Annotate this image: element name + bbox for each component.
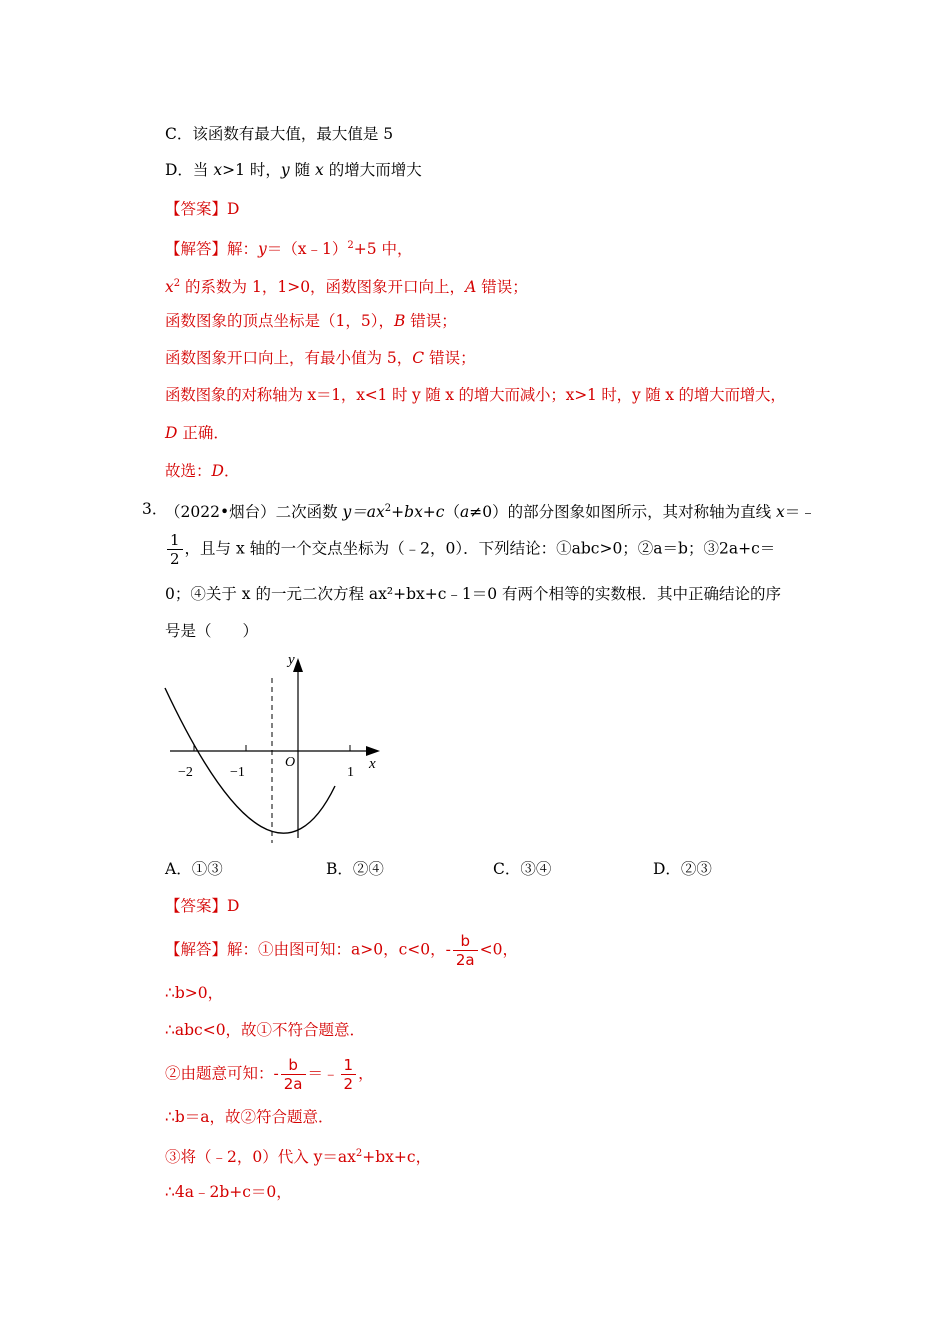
option-b: B．②④ (326, 860, 384, 878)
numerator: b (281, 1056, 306, 1075)
text: 随 (289, 161, 316, 179)
var: C (412, 349, 425, 367)
answer-label: 【答案】D (165, 897, 240, 915)
var: y (258, 240, 267, 259)
x-label: x (369, 756, 376, 772)
solution-line (165, 272, 528, 299)
var: y＝ax (342, 503, 385, 522)
option-d (165, 158, 422, 182)
denominator: 2a (283, 1075, 303, 1093)
text: +bx+c， (362, 1148, 432, 1167)
tick-label: 1 (347, 765, 354, 780)
question-stem (165, 497, 816, 524)
solution-line: ∴b>0， (165, 984, 224, 1002)
option-c: C．③④ (493, 860, 552, 878)
solution-line: ∴abc<0，故①不符合题意． (165, 1021, 366, 1039)
exponent: 2 (384, 503, 392, 514)
text: +5 中， (353, 240, 413, 259)
text: 错误； (424, 349, 476, 367)
solution-line (165, 234, 413, 261)
question-stem: 0；④关于 x 的一元二次方程 ax²+bx+c﹣1＝0 有两个相等的实数根．其中正确结论的序 (165, 585, 782, 603)
fraction (281, 1056, 306, 1093)
var: D (211, 462, 224, 480)
question-stem (165, 531, 775, 568)
text: ③将（﹣2，0）代入 y＝ax (165, 1148, 356, 1167)
text: 正确． (177, 424, 229, 442)
var: x (213, 161, 223, 179)
solution-line (165, 1142, 431, 1169)
text: 的增大而增大 (323, 161, 422, 179)
y-label: y (288, 652, 295, 668)
option-a: A．①③ (165, 860, 223, 878)
origin-label: O (285, 755, 296, 770)
denominator: 2 (170, 550, 180, 568)
solution-line: ∴4a﹣2b+c＝0， (165, 1183, 292, 1201)
solution-line (165, 346, 476, 370)
numerator: 1 (167, 531, 183, 550)
option-d: D．②③ (653, 860, 712, 878)
tick-label: −2 (178, 765, 193, 780)
fraction (167, 531, 183, 568)
text: >1 时， (222, 161, 281, 179)
var: x (165, 278, 174, 297)
solution-line (165, 421, 229, 445)
denominator: 2 (343, 1075, 354, 1093)
var: D (165, 424, 178, 442)
text: ＝﹣ (307, 1064, 339, 1083)
text: ≠0）的部分图象如图所示，其对称轴为直线 (469, 503, 777, 522)
parabola-curve (165, 688, 335, 833)
x-axis-arrow (366, 746, 380, 756)
text: ②由题意可知： (165, 1064, 274, 1083)
numerator: b (453, 932, 478, 951)
var: x (315, 161, 324, 179)
var: x (776, 503, 785, 522)
exponent: 2 (173, 278, 181, 289)
solution-line: 函数图象的对称轴为 x＝1，x<1 时 y 随 x 的增大而减小；x>1 时，y 随 x 的增大而增大， (165, 386, 786, 404)
text: （2022•烟台）二次函数 (165, 503, 343, 522)
fraction (341, 1056, 357, 1093)
minus-sign: - (445, 940, 451, 959)
exponent: 2 (355, 1148, 363, 1159)
var: a (460, 503, 470, 522)
exponent: 2 (347, 240, 354, 251)
solution-line (165, 1056, 374, 1093)
var: y (280, 161, 290, 179)
text: （ (444, 503, 460, 522)
option-c: C．该函数有最大值，最大值是 5 (165, 125, 394, 143)
var: A (465, 278, 477, 297)
var: +bx+c (391, 503, 445, 522)
text: 【解答】解： (165, 240, 259, 259)
question-number: 3． (142, 500, 168, 518)
tick-label: −1 (230, 765, 245, 780)
parabola-graph (160, 648, 390, 848)
text: ． (223, 462, 240, 480)
text: ＝﹣ (784, 503, 816, 522)
question-stem: 号是（ ） (165, 622, 259, 640)
solution-line (165, 309, 457, 333)
text: ，且与 x 轴的一个交点坐标为（﹣2，0）．下列结论：①abc>0；②a＝b；③2a+c＝ (184, 539, 776, 558)
text: 故选： (165, 462, 212, 480)
solution-line (165, 459, 239, 483)
solution-line (165, 932, 518, 969)
text: 错误； (405, 312, 457, 330)
text: 的系数为 1，1>0，函数图象开口向上， (180, 278, 466, 297)
denominator: 2a (455, 951, 475, 969)
text: D．当 (165, 161, 214, 179)
text: 函数图象的顶点坐标是（1，5）， (165, 312, 394, 330)
numerator: 1 (341, 1056, 357, 1075)
text: 错误； (476, 278, 528, 297)
text: ＝（x﹣1） (266, 240, 348, 259)
var: B (393, 312, 406, 330)
text: <0， (479, 940, 518, 959)
solution-line: ∴b＝a，故②符合题意． (165, 1108, 334, 1126)
minus-sign: - (273, 1064, 279, 1083)
answer-label: 【答案】D (165, 200, 240, 218)
fraction (453, 932, 478, 969)
text: ， (358, 1064, 374, 1083)
text: 函数图象开口向上，有最小值为 5， (165, 349, 413, 367)
text: 【解答】解：①由图可知：a>0，c<0， (165, 940, 446, 959)
